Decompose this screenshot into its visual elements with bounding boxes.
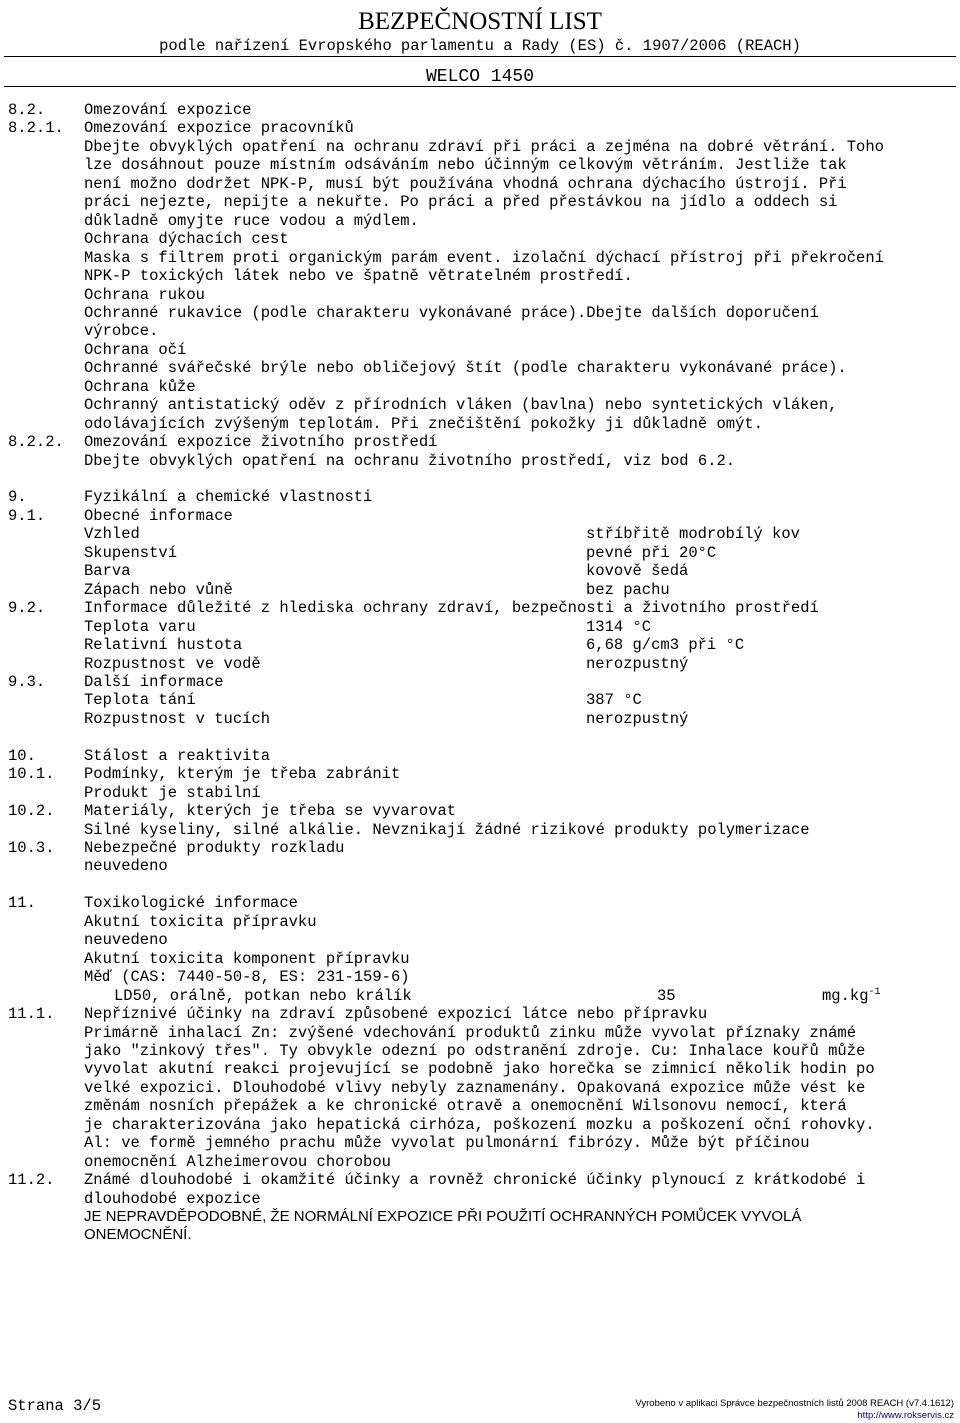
page-number: Strana 3/5 xyxy=(8,1397,102,1415)
property-value: 387 °C xyxy=(586,691,642,710)
text-line xyxy=(0,728,960,746)
section-heading xyxy=(0,599,960,617)
property-name: Rozpustnost v tucích xyxy=(84,709,271,728)
text-line xyxy=(0,931,960,949)
section-heading xyxy=(0,1005,960,1023)
paragraph-text: není možno dodržet NPK-P, musí být používána vhodná ochrana dýchacího ústrojí. Při xyxy=(84,174,847,193)
section-title: Další informace xyxy=(84,672,224,691)
paragraph-text: jako "zinkový třes". Ty obvykle odezní po odstranění zdroje. Cu: Inhalace kouřů může xyxy=(84,1041,866,1060)
text-line xyxy=(0,950,960,968)
ld50-unit-exponent: -1 xyxy=(868,986,881,998)
text-line xyxy=(0,1079,960,1097)
section-title: Známé dlouhodobé i okamžité účinky a rovněž chronické účinky plynoucí z krátkodobé i xyxy=(84,1171,866,1190)
section-heading xyxy=(0,101,960,119)
paragraph-text: Ochrana dýchacích cest xyxy=(84,230,289,249)
paragraph-text: Akutní toxicita komponent přípravku xyxy=(84,949,410,968)
property-row xyxy=(0,618,960,636)
property-value: nerozpustný xyxy=(586,709,689,728)
section-heading xyxy=(0,488,960,506)
paragraph-text: Ochranné svářečské brýle nebo obličejový štít (podle charakteru vykonávané práce). xyxy=(84,359,847,378)
property-value: 6,68 g/cm3 při °C xyxy=(586,636,745,655)
text-line xyxy=(0,175,960,193)
paragraph-text: dlouhodobé expozice xyxy=(84,1189,261,1208)
property-name: Zápach nebo vůně xyxy=(84,580,233,599)
paragraph-text: Dbejte obvyklých opatření na ochranu zdraví při práci a zejména na dobré větrání. Toho xyxy=(84,137,884,156)
document-subtitle: podle nařízení Evropského parlamentu a Rady (ES) č. 1907/2006 (REACH) xyxy=(159,37,801,55)
paragraph-text: vyvolat akutní reakci projevující se podobně jako horečka se zimnicí několik hodin po xyxy=(84,1060,875,1079)
text-line xyxy=(0,1024,960,1042)
property-name: Skupenství xyxy=(84,543,178,562)
text-line xyxy=(0,138,960,156)
paragraph-text: Primárně inhalací Zn: zvýšené vdechování produktů zinku může vyvolat příznaky známé xyxy=(84,1023,857,1042)
ld50-value: 35 xyxy=(657,986,676,1005)
text-line xyxy=(0,452,960,470)
paragraph-text: Al: ve formě jemného prachu může vyvolat pulmonární fibrózy. Může být příčinou xyxy=(84,1134,810,1153)
ld50-row xyxy=(0,987,960,1005)
section-heading xyxy=(0,894,960,912)
text-line xyxy=(0,156,960,174)
ld50-unit xyxy=(822,987,881,1005)
section-heading xyxy=(0,673,960,691)
paragraph-text: Dbejte obvyklých opatření na ochranu životního prostředí, viz bod 6.2. xyxy=(84,451,736,470)
paragraph-text: Maska s filtrem proti organickým parám event. izolační dýchací přístroj při překročení xyxy=(84,248,884,267)
section-heading xyxy=(0,802,960,820)
paragraph-text: práci nejezte, nepijte a nekuřte. Po práci a před přestávkou na jídlo a oddech si xyxy=(84,193,838,212)
section-title: Nepříznivé účinky na zdraví způsobené expozicí látce nebo přípravku xyxy=(84,1005,708,1024)
property-value: stříbřitě modrobílý kov xyxy=(586,525,800,544)
text-line xyxy=(0,1208,960,1226)
section-number: 11.1. xyxy=(8,1005,55,1024)
property-row xyxy=(0,655,960,673)
section-heading xyxy=(0,1171,960,1189)
section-heading xyxy=(0,747,960,765)
property-name: Relativní hustota xyxy=(84,636,243,655)
paragraph-text: neuvedeno xyxy=(84,857,168,876)
section-number: 10.1. xyxy=(8,765,55,784)
text-line xyxy=(0,415,960,433)
paragraph-text: Ochrana rukou xyxy=(84,285,205,304)
section-number: 9.1. xyxy=(8,506,46,525)
paragraph-text: lze dosáhnout pouze místním odsáváním nebo účinným celkovým větráním. Jestliže tak xyxy=(84,156,847,175)
paragraph-text: odolávajících zvýšeným teplotám. Při znečištění pokožky ji důkladně omýt. xyxy=(84,414,764,433)
text-line xyxy=(0,1042,960,1060)
paragraph-text: Ochrana očí xyxy=(84,340,187,359)
section-number: 8.2.1. xyxy=(8,119,64,138)
paragraph-text: NPK-P toxických látek nebo ve špatně větratelném prostředí. xyxy=(84,267,633,286)
ld50-unit-base: mg.kg xyxy=(822,986,869,1005)
paragraph-text: onemocnění Alzheimerovou chorobou xyxy=(84,1152,391,1171)
property-value: 1314 °C xyxy=(586,617,652,636)
section-heading xyxy=(0,507,960,525)
section-number: 10.3. xyxy=(8,839,55,857)
paragraph-text: ONEMOCNĚNÍ. xyxy=(84,1226,192,1244)
property-row xyxy=(0,581,960,599)
text-line xyxy=(0,322,960,340)
section-number: 8.2.2. xyxy=(8,433,64,452)
text-line xyxy=(0,968,960,986)
section-number: 10. xyxy=(8,746,36,765)
property-name: Teplota varu xyxy=(84,617,196,636)
paragraph-text: změnám nosních přepážek a ke chronické otravě a onemocnění Wilsonovu nemocí, která xyxy=(84,1097,847,1116)
text-line xyxy=(0,857,960,875)
property-row xyxy=(0,562,960,580)
footer-credit xyxy=(635,1398,954,1422)
text-line xyxy=(0,304,960,322)
property-name: Rozpustnost ve vodě xyxy=(84,654,261,673)
paragraph-text: Silné kyseliny, silné alkálie. Nevznikají žádné rizikové produkty polymerizace xyxy=(84,820,810,839)
ld50-label: LD50, orálně, potkan nebo králík xyxy=(114,986,412,1005)
text-line xyxy=(0,1116,960,1134)
section-number: 9.2. xyxy=(8,599,46,618)
text-line xyxy=(0,1190,960,1208)
text-line xyxy=(0,1060,960,1078)
text-line xyxy=(0,341,960,359)
section-number: 8.2. xyxy=(8,101,46,119)
section-number: 11.2. xyxy=(8,1171,55,1190)
text-line xyxy=(0,470,960,488)
paragraph-text: Ochranné rukavice (podle charakteru vykonávané práce).Dbejte dalších doporučení xyxy=(84,303,819,322)
section-heading xyxy=(0,839,960,857)
section-title: Omezování expozice xyxy=(84,101,252,119)
text-line xyxy=(0,784,960,802)
section-number: 11. xyxy=(8,894,36,913)
section-heading xyxy=(0,765,960,783)
document-title: BEZPEČNOSTNÍ LIST xyxy=(358,8,602,35)
text-line xyxy=(0,378,960,396)
property-value: bez pachu xyxy=(586,580,670,599)
product-name: WELCO 1450 xyxy=(425,67,535,87)
section-heading xyxy=(0,433,960,451)
paragraph-text: Ochrana kůže xyxy=(84,377,196,396)
paragraph-text: JE NEPRAVDĚPODOBNÉ, ŽE NORMÁLNÍ EXPOZICE PŘI POUŽITÍ OCHRANNÝCH POMŮCEK VYVOLÁ xyxy=(84,1208,802,1225)
text-line xyxy=(0,396,960,414)
section-title: Fyzikální a chemické vlastnosti xyxy=(84,488,373,507)
property-row xyxy=(0,544,960,562)
text-line xyxy=(0,876,960,894)
text-line xyxy=(0,1097,960,1115)
paragraph-text: velké expozici. Dlouhodobé vlivy nebyly zaznamenány. Opakovaná expozice může vést ke xyxy=(84,1078,866,1097)
text-line xyxy=(0,193,960,211)
property-row xyxy=(0,691,960,709)
section-title: Omezování expozice životního prostředí xyxy=(84,433,438,452)
text-line xyxy=(0,212,960,230)
paragraph-text: Měď (CAS: 7440-50-8, ES: 231-159-6) xyxy=(84,968,410,987)
section-title: Podmínky, kterým je třeba zabránit xyxy=(84,765,401,784)
text-line xyxy=(0,1134,960,1152)
text-line xyxy=(0,267,960,285)
section-title: Materiály, kterých je třeba se vyvarovat xyxy=(84,802,457,821)
property-value: pevné při 20°C xyxy=(586,543,717,562)
paragraph-text: Produkt je stabilní xyxy=(84,783,261,802)
text-line xyxy=(0,249,960,267)
text-line xyxy=(0,286,960,304)
text-line xyxy=(0,230,960,248)
text-line xyxy=(0,359,960,377)
footer-link[interactable]: http://www.rokservis.cz xyxy=(857,1410,954,1421)
paragraph-text: je charakterizována jako hepatická cirhóza, poškození mozku a poškození oční rohovky. xyxy=(84,1115,875,1134)
property-row xyxy=(0,710,960,728)
property-row xyxy=(0,636,960,654)
section-number: 9.3. xyxy=(8,672,46,691)
section-title: Toxikologické informace xyxy=(84,894,298,913)
generator-note: Vyrobeno v aplikaci Správce bezpečnostních listů 2008 REACH (v7.4.1612) xyxy=(635,1398,954,1409)
section-heading xyxy=(0,119,960,137)
property-name: Teplota tání xyxy=(84,691,196,710)
property-value: kovově šedá xyxy=(586,562,689,581)
section-title: Obecné informace xyxy=(84,506,233,525)
property-name: Barva xyxy=(84,562,131,581)
paragraph-text: Ochranný antistatický oděv z přírodních vláken (bavlna) nebo syntetických vláken, xyxy=(84,396,838,415)
paragraph-text: výrobce. xyxy=(84,322,159,341)
paragraph-text: Akutní toxicita přípravku xyxy=(84,912,317,931)
text-line xyxy=(0,1153,960,1171)
text-line xyxy=(0,1226,960,1244)
section-title: Informace důležité z hlediska ochrany zdraví, bezpečnosti a životního prostředí xyxy=(84,599,819,618)
property-row xyxy=(0,525,960,543)
section-title: Omezování expozice pracovníků xyxy=(84,119,354,138)
section-title: Stálost a reaktivita xyxy=(84,746,271,765)
property-name: Vzhled xyxy=(84,525,140,544)
paragraph-text: důkladně omyjte ruce vodou a mýdlem. xyxy=(84,211,419,230)
property-value: nerozpustný xyxy=(586,654,689,673)
section-title: Nebezpečné produkty rozkladu xyxy=(84,839,345,857)
header-rule-bottom xyxy=(4,86,956,87)
text-line xyxy=(0,821,960,839)
text-line xyxy=(0,913,960,931)
header-rule-top xyxy=(4,56,956,57)
section-number: 9. xyxy=(8,488,27,507)
section-number: 10.2. xyxy=(8,802,55,821)
paragraph-text: neuvedeno xyxy=(84,931,168,950)
